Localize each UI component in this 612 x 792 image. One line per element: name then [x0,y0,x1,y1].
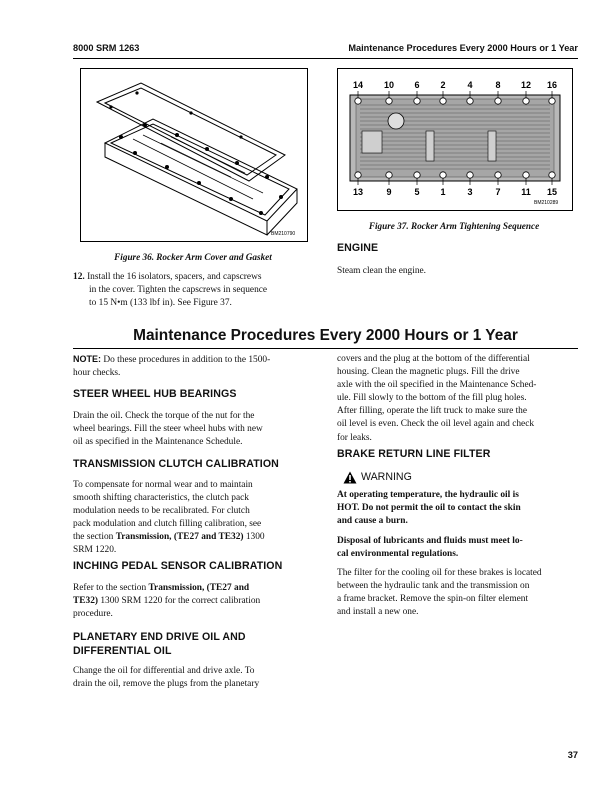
bolt-label-bottom-8: 15 [546,187,558,197]
warning-triangle-icon [343,471,357,484]
brake-filter-text: The filter for the cooling oil for these brakes is located between the hydraulic tank and the transmission on a frame bracket. Remove the spin-on filter element and install a new one. [337,568,542,618]
bolt-label-bottom-6: 7 [495,187,501,197]
figure-37-code: BM210289 [534,200,559,206]
step-12-line-3: to 15 N•m (133 lbf in). See Figure 37. [89,298,232,309]
bolt-label-top-5: 4 [467,80,473,90]
bolt-label-top-6: 8 [495,80,501,90]
figure-36-code: BM210790 [271,231,296,237]
header-left: 8000 SRM 1263 [73,43,140,53]
step-12 [73,271,316,310]
step-12-number: 12. [73,272,85,282]
header-right: Maintenance Procedures Every 2000 Hours or 1 Year [348,43,578,53]
warning-text: At operating temperature, the hydraulic oil is HOT. Do not permit the oil to contact the skin and cause a burn. [337,490,521,527]
note-line-1: Do these procedures in addition to the 1500- [103,355,271,365]
steer-heading: STEER WHEEL HUB BEARINGS [73,388,237,400]
steer-text: Drain the oil. Check the torque of the nut for the wheel bearings. Fill the steer wheel hubs with new oil as specified in the Maintenance Schedule. [73,411,263,448]
planetary-heading: PLANETARY END DRIVE OIL AND DIFFERENTIAL OIL [73,631,246,657]
disposal-text: Disposal of lubricants and fluids must meet lo- cal environmental regulations. [337,536,523,560]
rocker-arm-cover-drawing [81,69,307,241]
warning-label: WARNING [361,471,412,483]
transmission-heading: TRANSMISSION CLUTCH CALIBRATION [73,458,279,470]
planetary-text: Change the oil for differential and drive axle. To drain the oil, remove the plugs from the planetary [73,666,260,690]
bolt-label-bottom-7: 11 [521,187,531,197]
title-rule [73,348,578,349]
transmission-ref: Transmission, (TE27 and TE32) [115,532,244,543]
note-line-2: hour checks. [73,368,121,379]
inching-text: Refer to the section Transmission, (TE27 and TE32) 1300 SRM 1220 for the correct calibration procedure. [73,583,261,620]
transmission-text: To compensate for normal wear and to maintain smooth shifting characteristics, the clutch pack modulation needs to be recalibrated. For clutch pack modulation and clutch filling calibration, see the section Transmission, (TE27 and TE32) 1300 SRM 1220. [73,480,265,556]
bolt-label-bottom-3: 5 [414,187,420,197]
figure-37-image [337,68,573,211]
page-title: Maintenance Procedures Every 2000 Hours or 1 Year [133,327,518,344]
note [73,353,316,380]
figure-37-caption: Figure 37. Rocker Arm Tightening Sequence [368,221,540,231]
bolt-label-top-4: 2 [440,80,446,90]
bolt-label-top-1: 14 [352,80,364,90]
bolt-label-bottom-4: 1 [440,187,446,197]
bolt-label-bottom-5: 3 [467,187,473,197]
figure-36-image [80,68,308,242]
engine-text: Steam clean the engine. [337,266,427,276]
figure-36-caption: Figure 36. Rocker Arm Cover and Gasket [114,252,272,262]
step-12-line-1: Install the 16 isolators, spacers, and capscrews [87,272,262,282]
engine-heading: ENGINE [337,242,379,254]
bolt-label-bottom-1: 13 [352,187,364,197]
note-label: NOTE: [73,354,101,364]
tightening-sequence-drawing [338,69,572,210]
bolt-label-top-8: 16 [546,80,558,90]
inching-heading: INCHING PEDAL SENSOR CALIBRATION [73,560,283,572]
bolt-label-top-7: 12 [520,80,532,90]
bolt-label-bottom-2: 9 [386,187,392,197]
bolt-label-top-2: 10 [383,80,395,90]
page-number: 37 [567,750,578,760]
header-rule [73,58,578,59]
step-12-line-2: in the cover. Tighten the capscrews in sequence [89,285,268,296]
brake-heading: BRAKE RETURN LINE FILTER [337,448,491,460]
bolt-label-top-3: 6 [414,80,420,90]
planetary-continued: covers and the plug at the bottom of the differential housing. Clean the magnetic plugs. Fill the drive axle with the oil specified in the Maintenance Sched- ule. Fill slowly to the bottom of the fill plug holes. After filling, operate the lift truck to make sure the oil level is even. Check the oil level again and check for leaks. [337,354,537,443]
